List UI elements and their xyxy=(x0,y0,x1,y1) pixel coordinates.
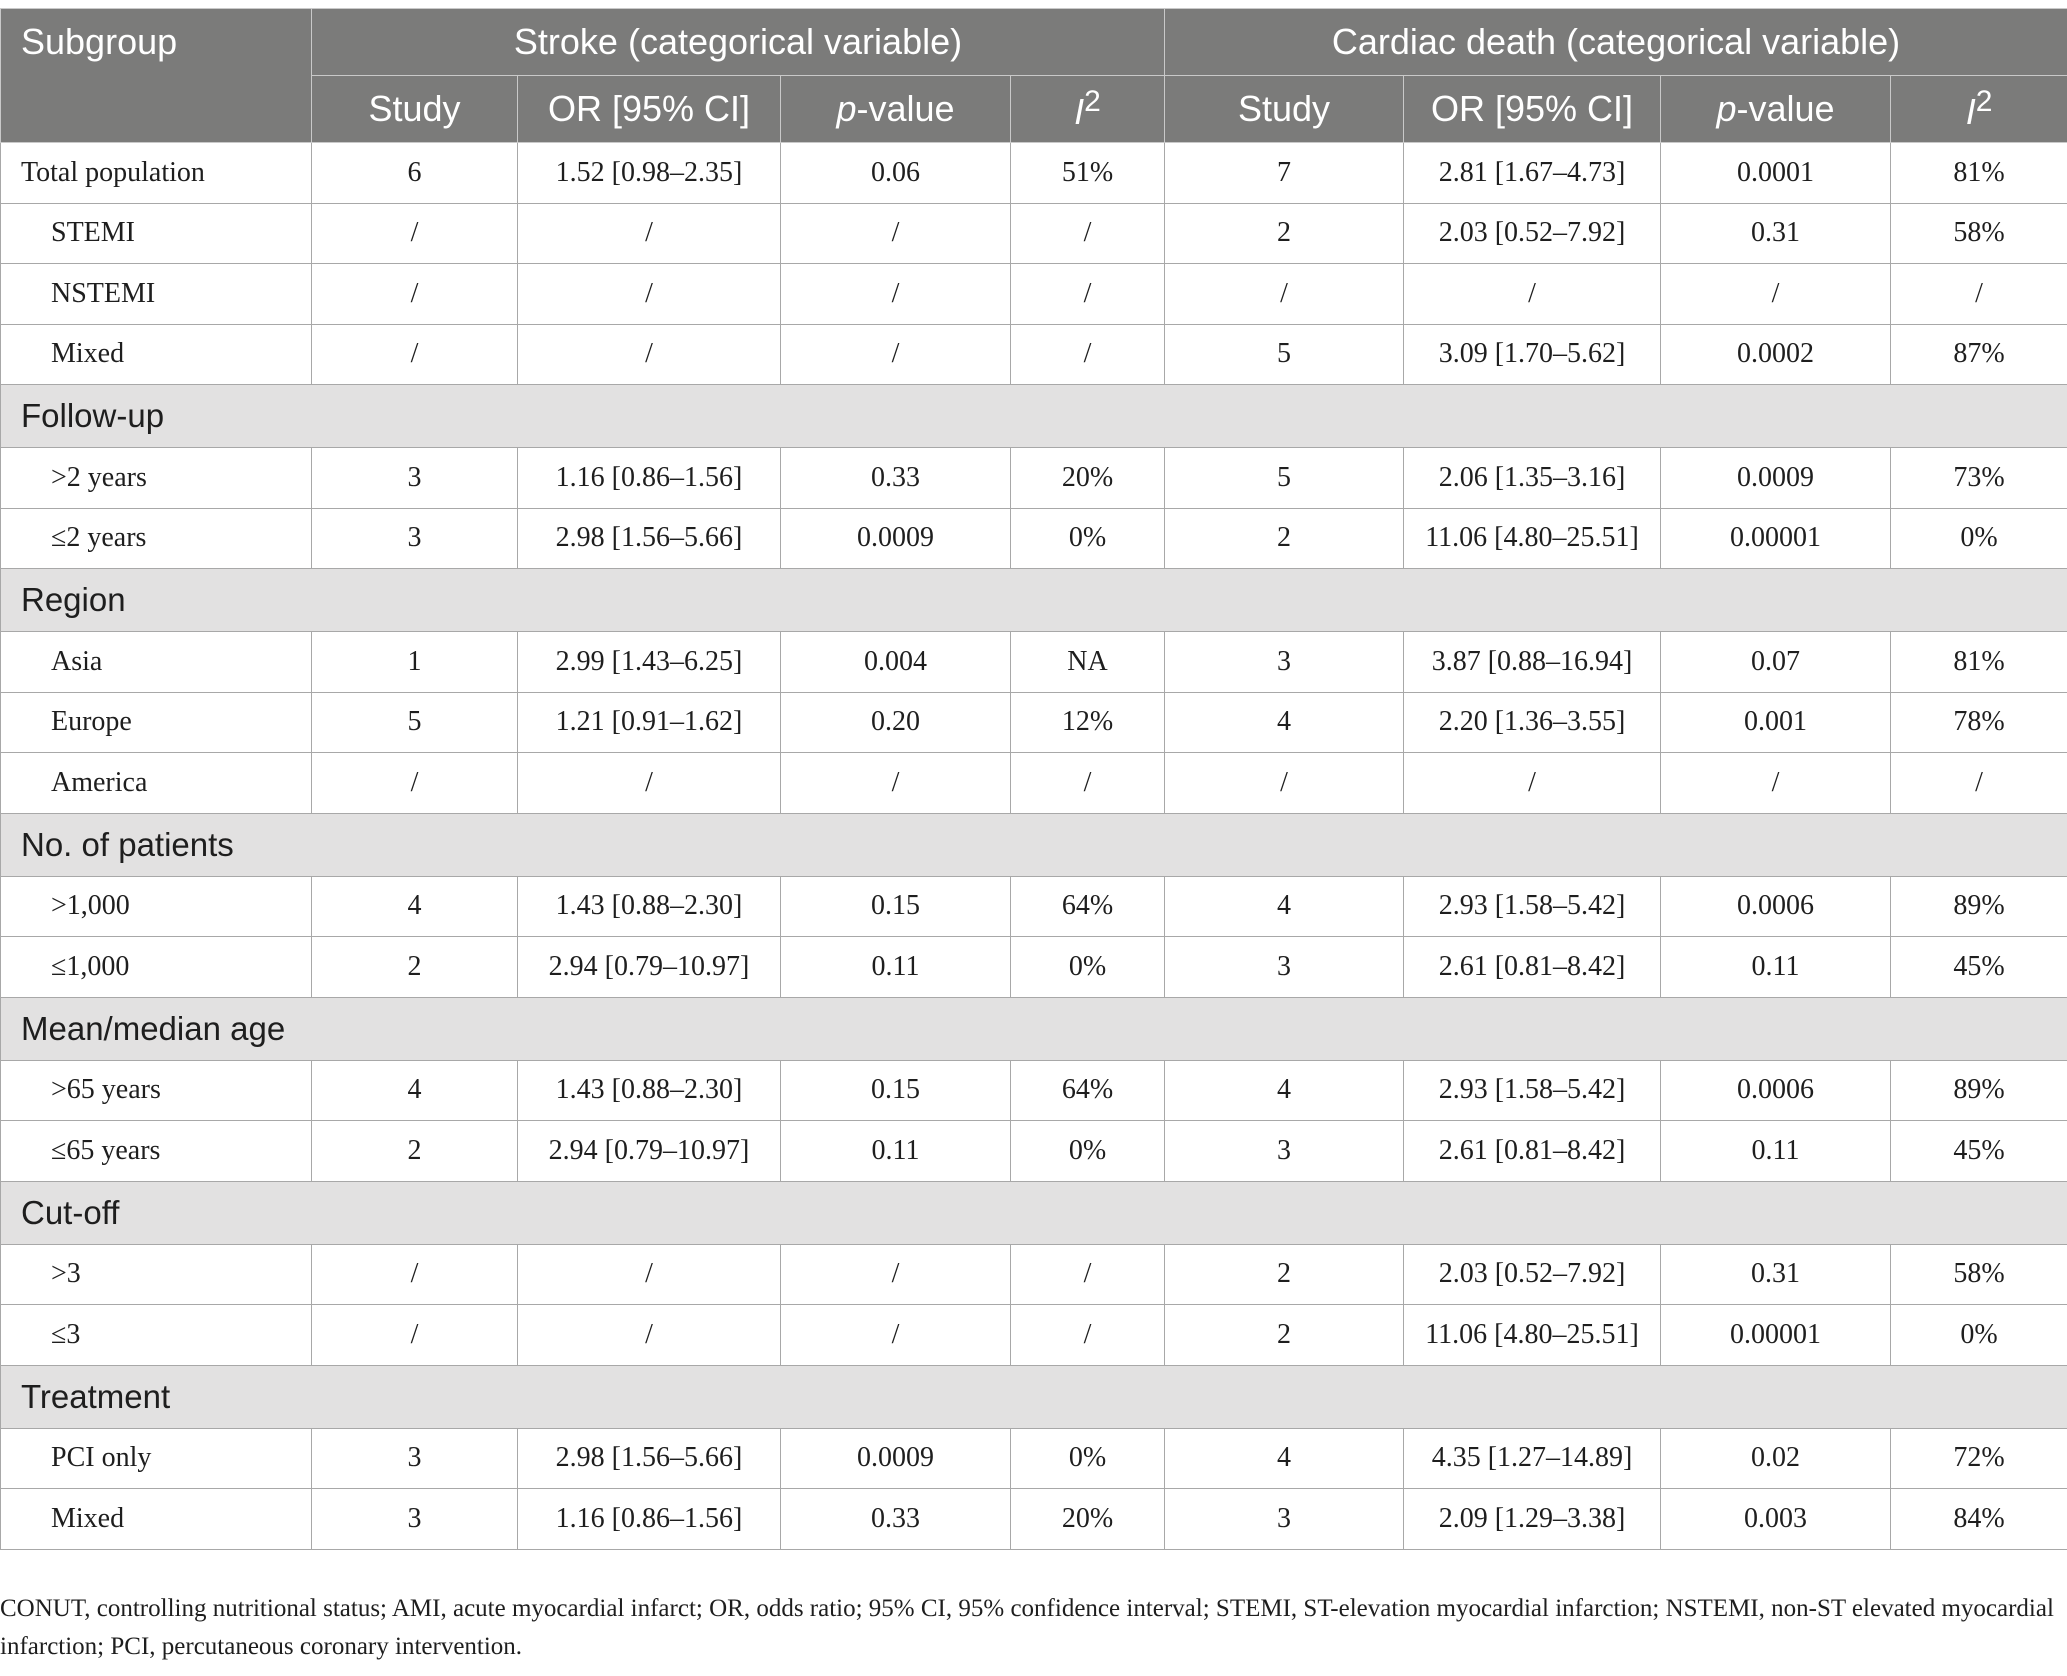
cardiac-or-cell: 2.03 [0.52–7.92] xyxy=(1404,1244,1661,1305)
stroke-i2-cell: 12% xyxy=(1011,692,1165,753)
table-row xyxy=(1,753,2067,814)
table-row xyxy=(1,1121,2067,1182)
stroke-i2-cell: 64% xyxy=(1011,1060,1165,1121)
section-label: Cut-off xyxy=(1,1181,2067,1244)
stroke-p-value-header xyxy=(781,76,1011,143)
stroke-or-cell: / xyxy=(518,1244,781,1305)
subgroup-cell: >3 xyxy=(1,1244,312,1305)
stroke-p-value-cell: / xyxy=(781,264,1011,325)
stroke-i2-cell: / xyxy=(1011,753,1165,814)
cardiac-study-cell: 2 xyxy=(1165,203,1404,264)
stroke-i2-cell: / xyxy=(1011,1244,1165,1305)
stroke-p-value-cell: / xyxy=(781,203,1011,264)
stroke-or-cell: 1.16 [0.86–1.56] xyxy=(518,1489,781,1550)
stroke-p-value-cell: 0.0009 xyxy=(781,1428,1011,1489)
stroke-p-value-cell: / xyxy=(781,753,1011,814)
stroke-or-cell: 1.43 [0.88–2.30] xyxy=(518,876,781,937)
cardiac-p-value-cell: 0.003 xyxy=(1661,1489,1891,1550)
cardiac-study-cell: 4 xyxy=(1165,1060,1404,1121)
stroke-or-cell: / xyxy=(518,324,781,385)
stroke-study-cell: 2 xyxy=(312,937,518,998)
stroke-i2-cell: 0% xyxy=(1011,1121,1165,1182)
cardiac-study-cell: 3 xyxy=(1165,632,1404,693)
cardiac-p-value-cell: 0.0001 xyxy=(1661,143,1891,204)
cardiac-p-value-cell: 0.11 xyxy=(1661,1121,1891,1182)
stroke-i2-cell: 20% xyxy=(1011,1489,1165,1550)
subgroup-cell: PCI only xyxy=(1,1428,312,1489)
cardiac-p-value-cell: / xyxy=(1661,753,1891,814)
stroke-i2-cell: / xyxy=(1011,264,1165,325)
cardiac-p-value-header xyxy=(1661,76,1891,143)
cardiac-i2-cell: 87% xyxy=(1891,324,2067,385)
section-label: Follow-up xyxy=(1,385,2067,448)
subgroup-header: Subgroup xyxy=(1,9,312,143)
cardiac-p-value-cell: 0.02 xyxy=(1661,1428,1891,1489)
cardiac-i2-cell: 0% xyxy=(1891,1305,2067,1366)
cardiac-i2-cell: 78% xyxy=(1891,692,2067,753)
cardiac-study-cell: 4 xyxy=(1165,692,1404,753)
cardiac-i2-header xyxy=(1891,76,2067,143)
subgroup-cell: ≤65 years xyxy=(1,1121,312,1182)
cardiac-or-cell: 3.87 [0.88–16.94] xyxy=(1404,632,1661,693)
stroke-i2-cell: 0% xyxy=(1011,1428,1165,1489)
stroke-p-value-cell: / xyxy=(781,324,1011,385)
table-row xyxy=(1,1305,2067,1366)
cardiac-or-cell: 2.06 [1.35–3.16] xyxy=(1404,448,1661,509)
stroke-i2-cell: NA xyxy=(1011,632,1165,693)
stroke-or-cell: 2.98 [1.56–5.66] xyxy=(518,508,781,569)
cardiac-study-cell: 3 xyxy=(1165,937,1404,998)
cardiac-or-cell: 4.35 [1.27–14.89] xyxy=(1404,1428,1661,1489)
subgroup-cell: >1,000 xyxy=(1,876,312,937)
stroke-study-cell: 3 xyxy=(312,448,518,509)
stroke-or-cell: 1.21 [0.91–1.62] xyxy=(518,692,781,753)
stroke-i2-cell: / xyxy=(1011,203,1165,264)
stroke-study-cell: / xyxy=(312,324,518,385)
stroke-i2-cell: 0% xyxy=(1011,937,1165,998)
stroke-group-header: Stroke (categorical variable) xyxy=(312,9,1165,76)
table-row xyxy=(1,1428,2067,1489)
stroke-or-cell: / xyxy=(518,264,781,325)
cardiac-or-cell: 3.09 [1.70–5.62] xyxy=(1404,324,1661,385)
stroke-p-value-cell: 0.15 xyxy=(781,1060,1011,1121)
subgroup-cell: >65 years xyxy=(1,1060,312,1121)
table-row xyxy=(1,203,2067,264)
table-row xyxy=(1,508,2067,569)
stroke-i2-cell: 51% xyxy=(1011,143,1165,204)
subgroup-cell: America xyxy=(1,753,312,814)
stroke-study-header: Study xyxy=(312,76,518,143)
table-row xyxy=(1,1244,2067,1305)
table-row xyxy=(1,264,2067,325)
cardiac-or-cell: 11.06 [4.80–25.51] xyxy=(1404,1305,1661,1366)
cardiac-i2-cell: 81% xyxy=(1891,632,2067,693)
i2-base: I xyxy=(1074,91,1085,132)
cardiac-i2-cell: 81% xyxy=(1891,143,2067,204)
stroke-study-cell: 1 xyxy=(312,632,518,693)
cardiac-i2-cell: / xyxy=(1891,753,2067,814)
table-row xyxy=(1,143,2067,204)
cardiac-p-value-cell: 0.00001 xyxy=(1661,508,1891,569)
cardiac-study-cell: 4 xyxy=(1165,1428,1404,1489)
cardiac-study-cell: 2 xyxy=(1165,1244,1404,1305)
stroke-study-cell: 6 xyxy=(312,143,518,204)
stroke-i2-header xyxy=(1011,76,1165,143)
cardiac-i2-cell: 89% xyxy=(1891,1060,2067,1121)
stroke-study-cell: / xyxy=(312,753,518,814)
subgroup-cell: Mixed xyxy=(1,1489,312,1550)
stroke-or-cell: / xyxy=(518,203,781,264)
stroke-study-cell: / xyxy=(312,1305,518,1366)
stroke-or-header: OR [95% CI] xyxy=(518,76,781,143)
table-header xyxy=(1,9,2067,143)
stroke-or-cell: 2.99 [1.43–6.25] xyxy=(518,632,781,693)
table-row xyxy=(1,448,2067,509)
cardiac-or-cell: 2.81 [1.67–4.73] xyxy=(1404,143,1661,204)
cardiac-i2-cell: 45% xyxy=(1891,937,2067,998)
stroke-or-cell: 1.16 [0.86–1.56] xyxy=(518,448,781,509)
i2-superscript: 2 xyxy=(1975,85,1993,118)
stroke-p-value-cell: 0.15 xyxy=(781,876,1011,937)
cardiac-i2-cell: 89% xyxy=(1891,876,2067,937)
cardiac-or-cell: 2.03 [0.52–7.92] xyxy=(1404,203,1661,264)
p-italic: p xyxy=(1716,88,1737,129)
stroke-i2-cell: 64% xyxy=(1011,876,1165,937)
table-row xyxy=(1,632,2067,693)
stroke-p-value-cell: 0.33 xyxy=(781,448,1011,509)
stroke-i2-cell: 0% xyxy=(1011,508,1165,569)
cardiac-p-value-cell: 0.00001 xyxy=(1661,1305,1891,1366)
subgroup-cell: STEMI xyxy=(1,203,312,264)
subgroup-analysis-table xyxy=(0,8,2067,1550)
section-label: No. of patients xyxy=(1,813,2067,876)
stroke-study-cell: / xyxy=(312,264,518,325)
stroke-i2-cell: / xyxy=(1011,324,1165,385)
cardiac-study-header: Study xyxy=(1165,76,1404,143)
stroke-or-cell: 1.52 [0.98–2.35] xyxy=(518,143,781,204)
cardiac-i2-cell: 0% xyxy=(1891,508,2067,569)
cardiac-study-cell: / xyxy=(1165,264,1404,325)
stroke-or-cell: 2.94 [0.79–10.97] xyxy=(518,1121,781,1182)
cardiac-study-cell: 5 xyxy=(1165,324,1404,385)
stroke-study-cell: / xyxy=(312,203,518,264)
stroke-study-cell: 4 xyxy=(312,1060,518,1121)
cardiac-p-value-cell: 0.0006 xyxy=(1661,1060,1891,1121)
stroke-p-value-cell: 0.004 xyxy=(781,632,1011,693)
stroke-p-value-cell: 0.11 xyxy=(781,937,1011,998)
cardiac-or-cell: 2.93 [1.58–5.42] xyxy=(1404,1060,1661,1121)
cardiac-p-value-cell: / xyxy=(1661,264,1891,325)
cardiac-i2-cell: 72% xyxy=(1891,1428,2067,1489)
cardiac-study-cell: 4 xyxy=(1165,876,1404,937)
section-row xyxy=(1,569,2067,632)
stroke-p-value-cell: / xyxy=(781,1305,1011,1366)
cardiac-p-value-cell: 0.31 xyxy=(1661,203,1891,264)
cardiac-or-cell: 2.61 [0.81–8.42] xyxy=(1404,1121,1661,1182)
section-row xyxy=(1,813,2067,876)
subgroup-cell: ≤1,000 xyxy=(1,937,312,998)
results-table-container xyxy=(0,8,2067,1550)
i2-base: I xyxy=(1965,91,1976,132)
cardiac-p-value-cell: 0.31 xyxy=(1661,1244,1891,1305)
p-suffix: -value xyxy=(1736,88,1835,129)
cardiac-i2-cell: 73% xyxy=(1891,448,2067,509)
stroke-or-cell: 2.98 [1.56–5.66] xyxy=(518,1428,781,1489)
cardiac-study-cell: 2 xyxy=(1165,508,1404,569)
cardiac-p-value-cell: 0.07 xyxy=(1661,632,1891,693)
cardiac-or-cell: 2.09 [1.29–3.38] xyxy=(1404,1489,1661,1550)
table-row xyxy=(1,1060,2067,1121)
stroke-or-cell: / xyxy=(518,1305,781,1366)
cardiac-study-cell: 5 xyxy=(1165,448,1404,509)
i2-superscript: 2 xyxy=(1084,85,1101,118)
section-row xyxy=(1,997,2067,1060)
subgroup-cell: Europe xyxy=(1,692,312,753)
cardiac-or-cell: 2.20 [1.36–3.55] xyxy=(1404,692,1661,753)
table-row xyxy=(1,324,2067,385)
stroke-p-value-cell: 0.11 xyxy=(781,1121,1011,1182)
cardiac-or-header: OR [95% CI] xyxy=(1404,76,1661,143)
stroke-study-cell: 3 xyxy=(312,1489,518,1550)
section-label: Region xyxy=(1,569,2067,632)
stroke-p-value-cell: 0.33 xyxy=(781,1489,1011,1550)
subgroup-cell: Asia xyxy=(1,632,312,693)
subgroup-cell: NSTEMI xyxy=(1,264,312,325)
cardiac-p-value-cell: 0.0009 xyxy=(1661,448,1891,509)
cardiac-p-value-cell: 0.11 xyxy=(1661,937,1891,998)
cardiac-or-cell: / xyxy=(1404,753,1661,814)
stroke-or-cell: / xyxy=(518,753,781,814)
cardiac-or-cell: 11.06 [4.80–25.51] xyxy=(1404,508,1661,569)
cardiac-study-cell: 3 xyxy=(1165,1489,1404,1550)
table-row xyxy=(1,937,2067,998)
p-suffix: -value xyxy=(856,88,955,129)
stroke-or-cell: 2.94 [0.79–10.97] xyxy=(518,937,781,998)
table-row xyxy=(1,876,2067,937)
p-italic: p xyxy=(836,88,857,129)
cardiac-or-cell: 2.93 [1.58–5.42] xyxy=(1404,876,1661,937)
cardiac-study-cell: 2 xyxy=(1165,1305,1404,1366)
subgroup-cell: ≤3 xyxy=(1,1305,312,1366)
section-label: Treatment xyxy=(1,1365,2067,1428)
cardiac-p-value-cell: 0.001 xyxy=(1661,692,1891,753)
stroke-study-cell: 3 xyxy=(312,1428,518,1489)
cardiac-study-cell: 3 xyxy=(1165,1121,1404,1182)
stroke-i2-cell: 20% xyxy=(1011,448,1165,509)
stroke-p-value-cell: 0.0009 xyxy=(781,508,1011,569)
subgroup-cell: >2 years xyxy=(1,448,312,509)
stroke-study-cell: 4 xyxy=(312,876,518,937)
table-body xyxy=(1,143,2067,1550)
subgroup-cell: Mixed xyxy=(1,324,312,385)
cardiac-death-group-header: Cardiac death (categorical variable) xyxy=(1165,9,2067,76)
section-row xyxy=(1,1365,2067,1428)
stroke-study-cell: 2 xyxy=(312,1121,518,1182)
cardiac-study-cell: / xyxy=(1165,753,1404,814)
cardiac-i2-cell: 84% xyxy=(1891,1489,2067,1550)
section-row xyxy=(1,1181,2067,1244)
stroke-p-value-cell: / xyxy=(781,1244,1011,1305)
section-label: Mean/median age xyxy=(1,997,2067,1060)
stroke-or-cell: 1.43 [0.88–2.30] xyxy=(518,1060,781,1121)
subgroup-cell: Total population xyxy=(1,143,312,204)
cardiac-i2-cell: 58% xyxy=(1891,203,2067,264)
stroke-p-value-cell: 0.20 xyxy=(781,692,1011,753)
table-row xyxy=(1,1489,2067,1550)
subgroup-cell: ≤2 years xyxy=(1,508,312,569)
cardiac-or-cell: 2.61 [0.81–8.42] xyxy=(1404,937,1661,998)
cardiac-i2-cell: / xyxy=(1891,264,2067,325)
cardiac-i2-cell: 58% xyxy=(1891,1244,2067,1305)
cardiac-p-value-cell: 0.0002 xyxy=(1661,324,1891,385)
stroke-study-cell: / xyxy=(312,1244,518,1305)
stroke-i2-cell: / xyxy=(1011,1305,1165,1366)
stroke-p-value-cell: 0.06 xyxy=(781,143,1011,204)
table-footnote: CONUT, controlling nutritional status; AMI, acute myocardial infarct; OR, odds ratio; 95% CI, 95% confidence interval; STEMI, ST-elevation myocardial infarction; NSTEMI, non-ST elevated myocardial infarction; PCI, percutaneous coronary intervention. xyxy=(0,1595,2054,1660)
cardiac-or-cell: / xyxy=(1404,264,1661,325)
stroke-study-cell: 5 xyxy=(312,692,518,753)
table-row xyxy=(1,692,2067,753)
section-row xyxy=(1,385,2067,448)
stroke-study-cell: 3 xyxy=(312,508,518,569)
cardiac-study-cell: 7 xyxy=(1165,143,1404,204)
cardiac-p-value-cell: 0.0006 xyxy=(1661,876,1891,937)
cardiac-i2-cell: 45% xyxy=(1891,1121,2067,1182)
